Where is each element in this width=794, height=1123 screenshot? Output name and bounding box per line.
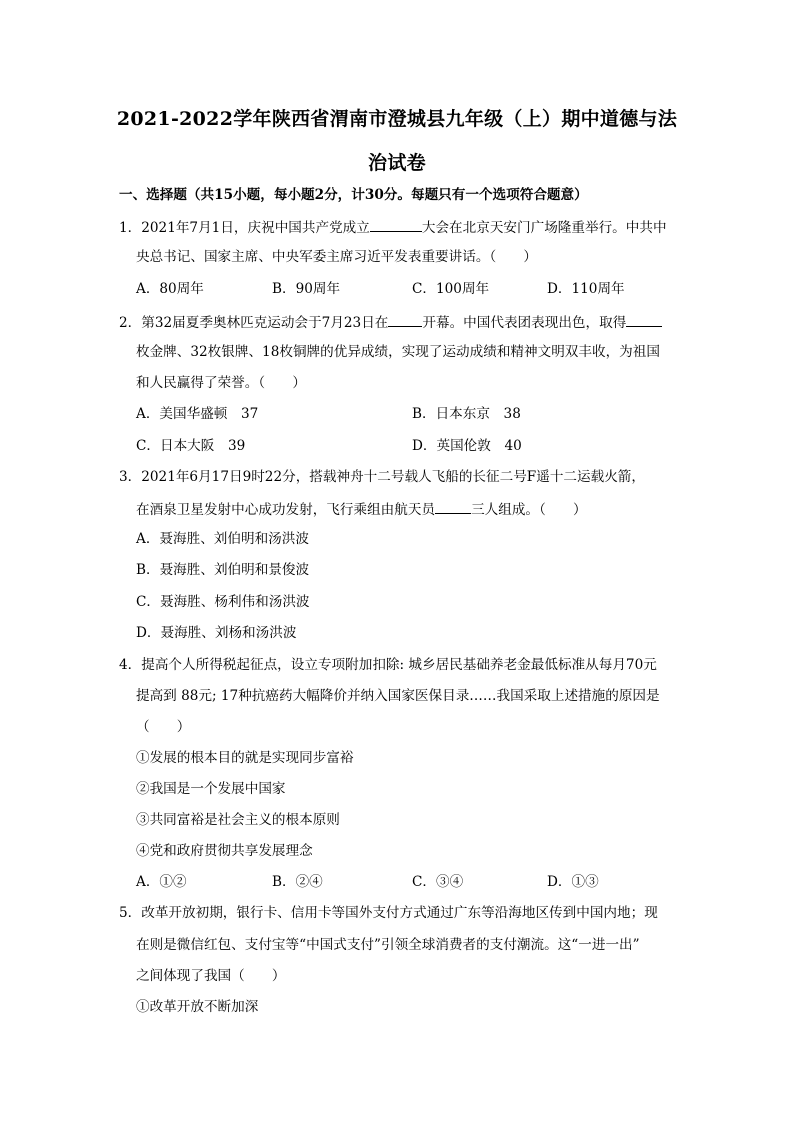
question-4-option-d: D．①③ [547,874,599,890]
question-5-line-3: 之间体现了我国（ ） [136,968,286,984]
question-4-statement-3: ③共同富裕是社会主义的根本原则 [136,812,340,828]
question-5-line-1: 5．改革开放初期，银行卡、信用卡等国外支付方式通过广东等沿海地区传到中国内地；现 [119,905,658,921]
question-5-statement-1: ①改革开放不断加深 [136,999,259,1015]
question-4-option-a: A．①② [136,874,187,890]
question-1-blank [370,217,422,232]
question-3-option-d: D．聂海胜、刘杨和汤洪波 [136,625,297,641]
question-2-blank-1 [388,312,422,327]
question-3-option-b: B．聂海胜、刘伯明和景俊波 [136,562,310,578]
question-4-option-c: C．③④ [412,874,464,890]
question-3-text: 在酒泉卫星发射中心成功发射，飞行乘组由航天员 [136,502,436,518]
question-2-option-a: A．美国华盛顿 37 [136,406,259,422]
question-2-option-b: B．日本东京 38 [412,406,521,422]
question-2-option-c: C．日本大阪 39 [136,438,246,454]
question-3-line-2 [136,499,587,519]
question-2-line-1 [119,312,662,332]
question-2-line-2: 枚金牌、32枚银牌、18枚铜牌的优异成绩，实现了运动成绩和精神文明双丰收，为祖国 [136,344,660,360]
question-1-option-a: A．80周年 [136,281,204,297]
question-4-line-2: 提高到 88元; 17种抗癌药大幅降价并纳入国家医保目录……我国采取上述措施的原因是 [136,688,660,704]
page-title-continued: 治试卷 [368,152,426,174]
question-2-blank-2 [626,312,662,327]
question-4-line-1: 4．提高个人所得税起征点，设立专项附加扣除: 城乡居民基础养老金最低标准从每月70元 [119,657,657,673]
section-heading: 一、选择题（共15小题，每小题2分，计30分。每题只有一个选项符合题意） [119,187,588,203]
question-4-line-3: （ ） [136,719,191,735]
question-4-option-b: B．②④ [272,874,323,890]
question-4-statement-2: ②我国是一个发展中国家 [136,781,286,797]
question-2-line-3: 和人民赢得了荣誉。（ ） [136,375,306,391]
question-3-option-a: A．聂海胜、刘伯明和汤洪波 [136,531,309,547]
question-1-option-b: B．90周年 [272,281,341,297]
question-5-line-2: 在则是微信红包、支付宝等“中国式支付”引领全球消费者的支付潮流。这“一进一出” [136,937,640,953]
question-3-option-c: C．聂海胜、杨利伟和汤洪波 [136,594,310,610]
question-4-statement-1: ①发展的根本目的就是实现同步富裕 [136,750,354,766]
question-2-option-d: D．英国伦敦 40 [412,438,522,454]
question-1-line-2: 央总书记、国家主席、中央军委主席习近平发表重要讲话。（ ） [136,249,538,265]
question-1-line-1 [119,217,667,237]
question-3-blank [435,499,471,514]
question-4-statement-4: ④党和政府贯彻共享发展理念 [136,843,313,859]
question-2-text: 2．第32届夏季奥林匹克运动会于7月23日在 [119,315,389,331]
question-1-text-cont: 大会在北京天安门广场隆重举行。中共中 [421,220,667,236]
question-3-text-cont: 三人组成。（ ） [471,502,587,518]
question-2-text-cont: 开幕。中国代表团表现出色，取得 [422,315,627,331]
page-title: 2021-2022学年陕西省渭南市澄城县九年级（上）期中道德与法 [116,108,678,130]
question-3-line-1: 3．2021年6月17日9时22分，搭载神舟十二号载人飞船的长征二号F遥十二运载火箭， [119,469,645,485]
question-1-text: 1．2021年7月1日，庆祝中国共产党成立 [119,220,370,236]
question-1-option-d: D．110周年 [547,281,625,297]
question-1-option-c: C．100周年 [412,281,490,297]
